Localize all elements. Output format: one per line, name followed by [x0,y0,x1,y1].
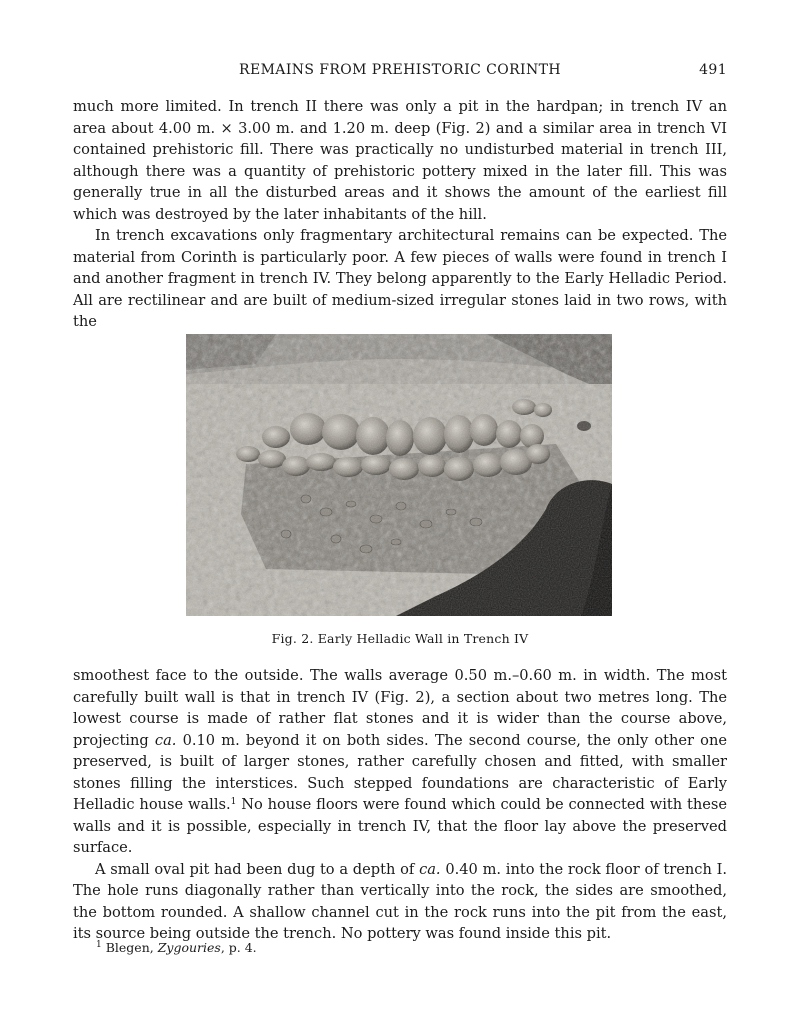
footnote-work: Zygouries [157,940,221,955]
paragraph-trench-fill: much more limited. In trench II there was only a pit in the hardpan; in trench IV an area about 4.00 m. × 3.00 m. and 1.20 m. deep (Fig. 2) and a similar area in trench VI contained prehistoric fill. There was practically no undisturbed material in trench III, although there was a quantity of prehistoric pottery mixed in the later fill. This was generally true in all the disturbed areas and it shows the amount of the earliest fill which was destroyed by the later inhabitants of the hill. [73,98,727,223]
footnote-author: Blegen, [105,940,158,955]
paragraph-walls [73,665,727,859]
paragraph-pit [73,859,727,945]
text-run: A small oval pit had been dug to a depth of [95,860,420,878]
running-title: REMAINS FROM PREHISTORIC CORINTH [239,62,561,78]
footnote-reference[interactable]: 1 [230,797,237,807]
text-run: 0.10 m. beyond it on both sides. The second course, the only other one preserved, is built of larger stones, rather carefully chosen and fitted, with smaller stones filling the interstices. Such stepped foundations are characteristic of Early Helladic house walls. [73,731,728,813]
text-run: smoothest face to the outside. The walls average 0.50 m.–0.60 m. in width. The most carefully built wall is that in trench IV (Fig. 2), a section about two metres long. The lowest course is made of rather flat stones and it is wider than the course above, projecting [73,667,727,749]
italic-ca: ca. [154,731,177,749]
footnote-location: , p. 4. [220,940,257,955]
figure-caption: Fig. 2. Early Helladic Wall in Trench IV [271,631,529,646]
footnote-marker: 1 [96,940,102,950]
wall-photo [186,334,612,616]
figure-photograph [186,334,612,616]
text-run: 0.40 m. into the rock floor of trench I. The hole runs diagonally rather than vertically into the rock, the sides are smoothed, the bottom rounded. A shallow channel cut in the rock runs into the pit from the east, its source being outside the trench. No pottery was found inside this pit. [73,860,727,942]
paragraph-architecture: In trench excavations only fragmentary architectural remains can be expected. The material from Corinth is particularly poor. A few pieces of walls were found in trench I and another fragment in trench IV. They belong apparently to the Early Helladic Period. All are rectilinear and are built of medium-sized irregular stones laid in two rows, with the [73,227,727,330]
body-text-top [73,96,727,333]
page-number: 491 [699,62,727,78]
text-run: No house floors were found which could be connected with these walls and it is possible, especially in trench IV, that the floor lay above the preserved surface. [73,796,727,856]
footnote [96,940,257,955]
italic-ca: ca. [419,860,441,878]
body-text-bottom [73,665,727,945]
